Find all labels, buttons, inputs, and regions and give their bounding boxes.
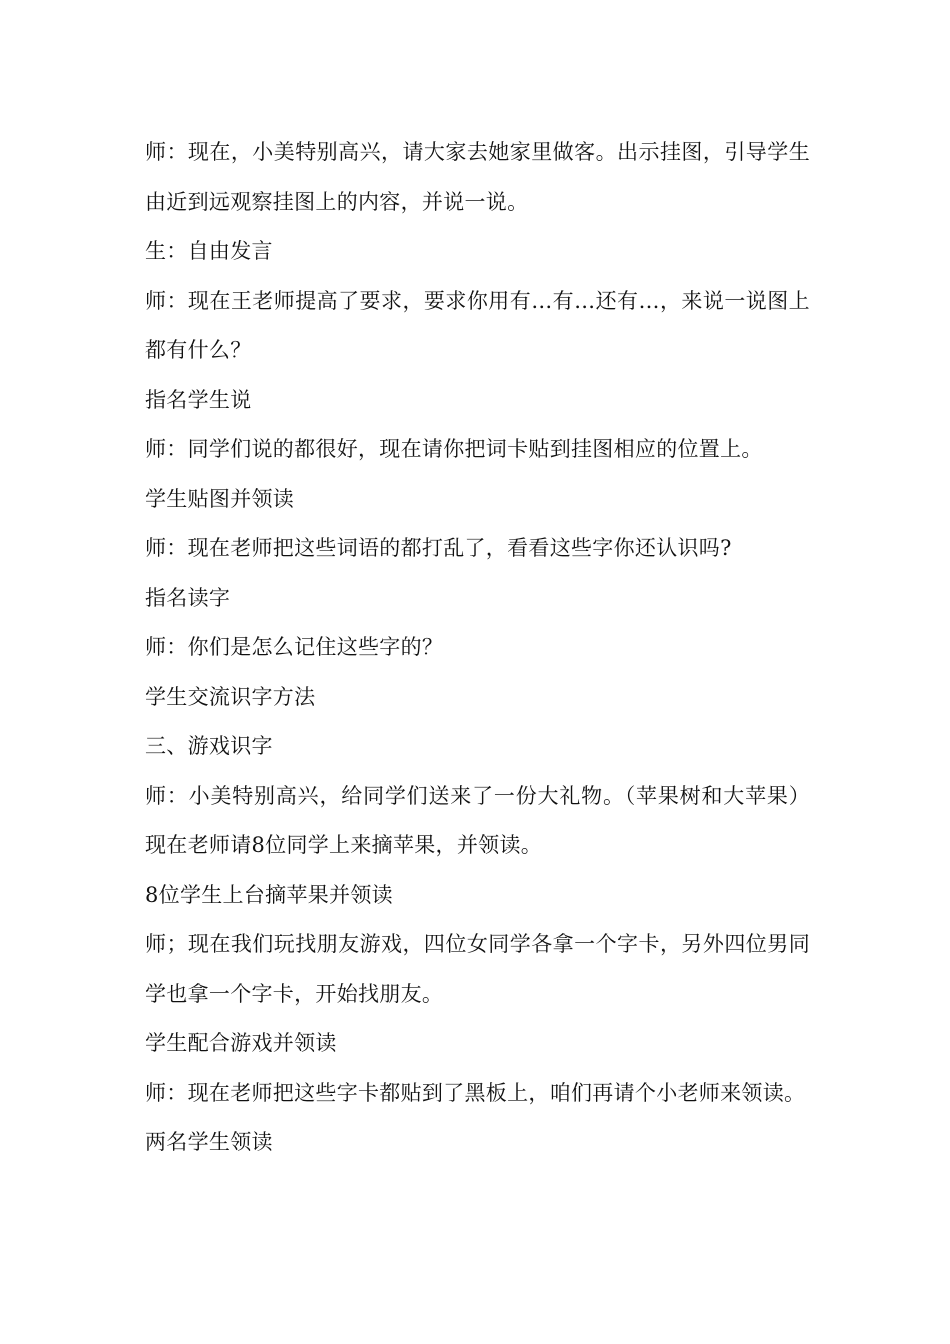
paragraph-students-pick-apples: 8位学生上台摘苹果并领读	[145, 882, 393, 907]
document-page	[145, 128, 810, 1168]
section-heading-game: 三、游戏识字	[145, 734, 273, 758]
paragraph-teacher-word-cards: 师：同学们说的都很好，现在请你把词卡贴到挂图相应的位置上。	[145, 437, 763, 461]
paragraph-students-play: 学生配合游戏并领读	[145, 1031, 337, 1055]
paragraph-teacher-find-friends: 师；现在我们玩找朋友游戏，四位女同学各拿一个字卡，另外四位男同学也拿一个字卡，开始找朋友。	[145, 932, 810, 1006]
paragraph-teacher-shuffle: 师：现在老师把这些词语的都打乱了，看看这些字你还认识吗?	[145, 536, 732, 560]
paragraph-teacher-question: 师：你们是怎么记住这些字的？	[145, 635, 444, 659]
paragraph-call-students: 指名学生说	[145, 387, 252, 412]
paragraph-students-exchange: 学生交流识字方法	[145, 684, 316, 709]
paragraph-teacher-gift: 师：小美特别高兴，给同学们送来了一份大礼物。（苹果树和大苹果）现在老师请8位同学上来摘苹果，并领读。	[145, 783, 810, 857]
paragraph-teacher-requirement: 师：现在王老师提高了要求，要求你用有…有…还有…，来说一说图上都有什么？	[145, 288, 810, 362]
paragraph-read-characters: 指名读字	[145, 585, 231, 610]
paragraph-students-paste: 学生贴图并领读	[145, 486, 295, 511]
paragraph-two-students-lead: 两名学生领读	[145, 1130, 273, 1154]
paragraph-teacher-blackboard: 师：现在老师把这些字卡都贴到了黑板上，咱们再请个小老师来领读。	[145, 1080, 806, 1105]
paragraph-student-speak: 生：自由发言	[145, 239, 273, 263]
paragraph-teacher-invite: 师：现在，小美特别高兴，请大家去她家里做客。出示挂图，引导学生由近到远观察挂图上的内容，并说一说。	[145, 140, 810, 214]
